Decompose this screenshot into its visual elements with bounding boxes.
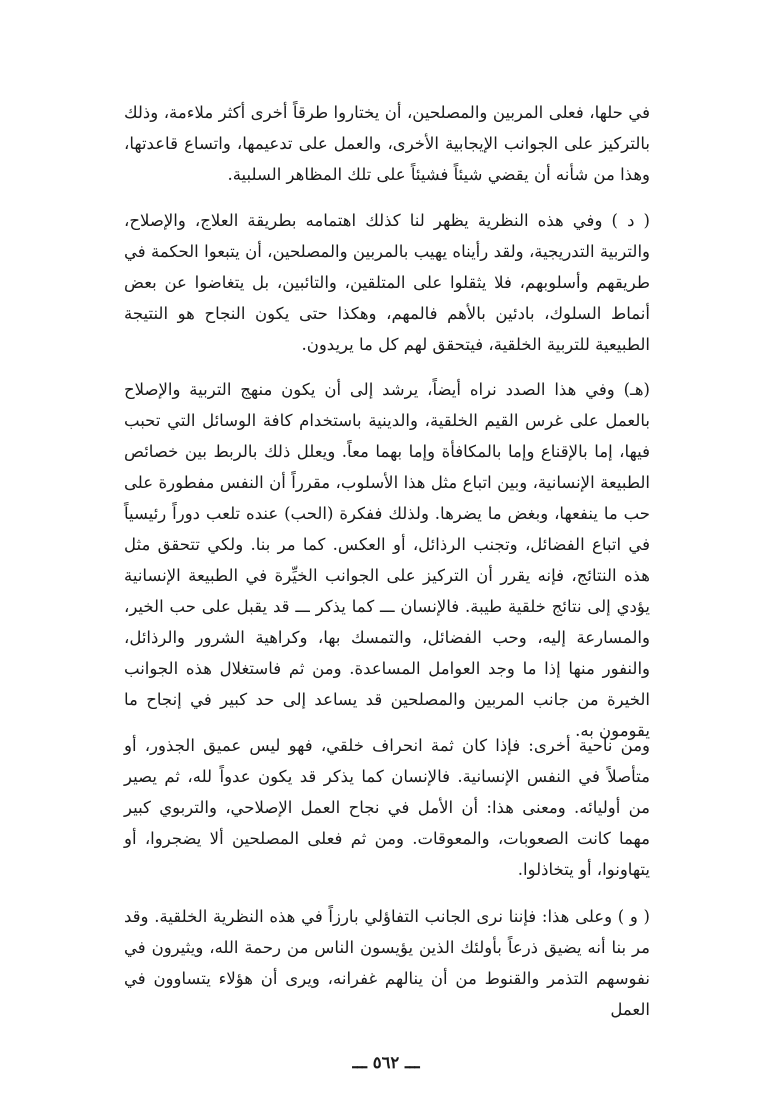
page-number: ـــ ٥٦٢ ـــ — [352, 1053, 420, 1072]
paragraph-continuation: في حلها، فعلى المربين والمصلحين، أن يختاروا طرقاً أخرى أكثر ملاءمة، وذلك بالتركيز على الجوانب الإيجابية الأخرى، والعمل على تدعيمها، واتساع قاعدتها، وهذا من شأنه أن يقضي شيئاً فشيئاً على تلك المظاهر السلبية. — [124, 103, 650, 184]
paragraph-other-side: ومن ناحية أخرى: فإذا كان ثمة انحراف خلقي، فهو ليس عميق الجذور، أو متأصلاً في النفس الإنسانية. فالإنسان كما يذكر قد يكون عدواً لله، ثم يصير من أوليائه. ومعنى هذا: أن الأمل في نجاح العمل الإصلاحي، والتربوي كبير مهما كانت الصعوبات، والمعوقات. ومن ثم فعلى المصلحين ألا يضجروا، أو يتهاونوا، أو يتخاذلوا. — [124, 736, 650, 879]
paragraph-h: (هـ) وفي هذا الصدد نراه أيضاً، يرشد إلى أن يكون منهج التربية والإصلاح بالعمل على غرس القيم الخلقية، والدينية باستخدام كافة الوسائل التي تحبب فيها، إما بالإقناع وإما بالمكافأة وإما بهما معاً. ويعلل ذلك بالربط بين خصائص الطبيعة الإنسانية، وبين اتباع مثل هذا الأسلوب، مقرراً أن النفس مفطورة على حب ما ينفعها، وبغض ما يضرها. ولذلك ففكرة (الحب) عنده تلعب دوراً رئيسياً في اتباع الفضائل، وتجنب الرذائل، أو العكس. كما مر بنا. ولكي تتحقق مثل هذه النتائج، فإنه يقرر أن التركيز على الجوانب الخيِّرة في الطبيعة الإنسانية يؤدي إلى نتائج خلقية طيبة. فالإنسان ـــ كما يذكر ـــ قد يقبل على حب الخير، والمسارعة إليه، وحب الفضائل، والتمسك بها، وكراهية الشرور والرذائل، والنفور منها إذا ما وجد العوامل المساعدة. ومن ثم فاستغلال هذه الجوانب الخيرة من جانب المربين والمصلحين قد يساعد إلى حد كبير في إنجاح ما يقومون به. — [124, 380, 650, 740]
paragraph-w: ( و ) وعلى هذا: فإننا نرى الجانب التفاؤلي بارزاً في هذه النظرية الخلقية. وقد مر بنا أنه يضيق ذرعاً بأولئك الذين يؤيسون الناس من رحمة الله، ويثيرون في نفوسهم التذمر والقنوط من أن ينالهم غفرانه، ويرى أن هؤلاء يتساوون في العمل — [124, 907, 650, 1019]
paragraph-d: ( د ) وفي هذه النظرية يظهر لنا كذلك اهتمامه بطريقة العلاج، والإصلاح، والتربية التدريجية، ولقد رأيناه يهيب بالمربين والمصلحين، أن يتبعوا الحكمة في طريقهم وأسلوبهم، فلا يثقلوا على المتلقين، والتائبين، بل يتغاضوا عن بعض أنماط السلوك، بادئين بالأهم فالمهم، وهكذا حتى يكون النجاح هو النتيجة الطبيعية للتربية الخلقية، فيتحقق لهم كل ما يريدون. — [124, 211, 650, 354]
